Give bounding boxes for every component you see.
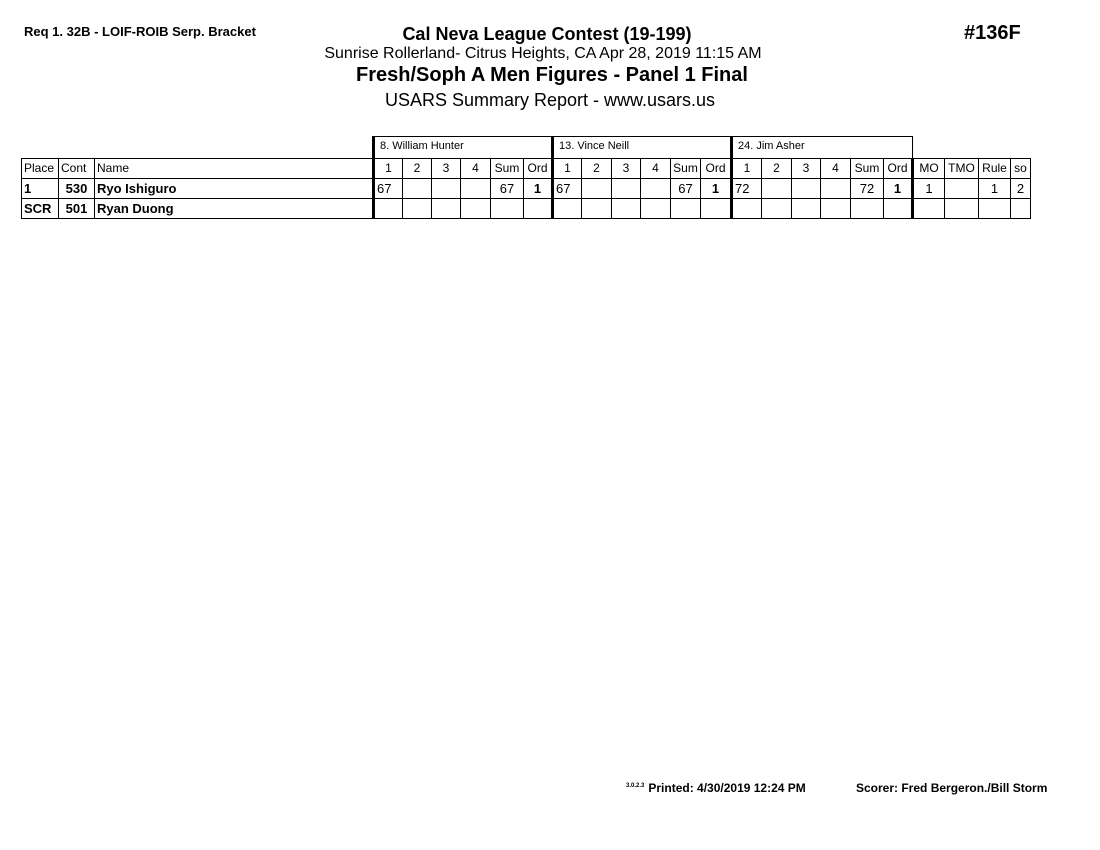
- col-j1-2: 2: [403, 159, 432, 179]
- cont-cell: 530: [59, 179, 95, 199]
- score-cell: 67: [553, 179, 582, 199]
- score-cell: [461, 179, 491, 199]
- score-cell: 72: [732, 179, 762, 199]
- score-cell: [403, 179, 432, 199]
- contest-title: Cal Neva League Contest (19-199): [402, 24, 692, 44]
- sum-cell: 67: [671, 179, 701, 199]
- col-j1-4: 4: [461, 159, 491, 179]
- score-cell: [641, 179, 671, 199]
- score-cell: [582, 179, 612, 199]
- results-table: [21, 136, 1031, 219]
- score-cell: [821, 199, 851, 219]
- ord-cell: 1: [524, 179, 553, 199]
- judge-header-row: [22, 137, 1031, 159]
- col-j1-3: 3: [432, 159, 461, 179]
- col-place: Place: [22, 159, 59, 179]
- ord-cell: 1: [884, 179, 913, 199]
- col-j3-3: 3: [792, 159, 821, 179]
- col-tmo: TMO: [945, 159, 979, 179]
- score-cell: [792, 199, 821, 219]
- judge-3-name: 24. Jim Asher: [732, 137, 913, 159]
- sum-cell: [851, 199, 884, 219]
- column-header-row: [22, 159, 1031, 179]
- score-cell: [821, 179, 851, 199]
- col-so: so: [1011, 159, 1031, 179]
- tmo-cell: [945, 199, 979, 219]
- version-label: 3.0.2.3: [626, 783, 645, 789]
- mo-cell: [913, 199, 945, 219]
- place-cell: 1: [22, 179, 59, 199]
- col-mo: MO: [913, 159, 945, 179]
- sum-cell: 67: [491, 179, 524, 199]
- mo-cell: 1: [913, 179, 945, 199]
- col-j2-2: 2: [582, 159, 612, 179]
- score-cell: [732, 199, 762, 219]
- ord-cell: 1: [701, 179, 732, 199]
- col-j1-1: 1: [374, 159, 403, 179]
- score-cell: [792, 179, 821, 199]
- judge-1-name: 8. William Hunter: [374, 137, 553, 159]
- name-cell: Ryo Ishiguro: [95, 179, 374, 199]
- cont-cell: 501: [59, 199, 95, 219]
- score-cell: [612, 179, 641, 199]
- printed-label: Printed: 4/30/2019 12:24 PM: [648, 781, 806, 795]
- score-cell: [612, 199, 641, 219]
- sum-cell: 72: [851, 179, 884, 199]
- col-j1-sum: Sum: [491, 159, 524, 179]
- score-cell: [432, 179, 461, 199]
- table-row: [22, 199, 1031, 219]
- report-title: USARS Summary Report - www.usars.us: [384, 90, 716, 110]
- col-j3-sum: Sum: [851, 159, 884, 179]
- col-j2-ord: Ord: [701, 159, 732, 179]
- score-cell: [762, 179, 792, 199]
- score-cell: [762, 199, 792, 219]
- so-cell: 2: [1011, 179, 1031, 199]
- name-cell: Ryan Duong: [95, 199, 374, 219]
- score-cell: [461, 199, 491, 219]
- document-number: #136F: [964, 22, 1021, 44]
- sum-cell: [491, 199, 524, 219]
- scorer-label: Scorer: Fred Bergeron./Bill Storm: [856, 781, 1048, 795]
- score-cell: 67: [374, 179, 403, 199]
- col-j2-1: 1: [553, 159, 582, 179]
- col-name: Name: [95, 159, 374, 179]
- col-rule: Rule: [979, 159, 1011, 179]
- col-j2-4: 4: [641, 159, 671, 179]
- score-cell: [432, 199, 461, 219]
- ord-cell: [524, 199, 553, 219]
- tmo-cell: [945, 179, 979, 199]
- col-j3-2: 2: [762, 159, 792, 179]
- score-cell: [553, 199, 582, 219]
- sum-cell: [671, 199, 701, 219]
- place-cell: SCR: [22, 199, 59, 219]
- score-cell: [582, 199, 612, 219]
- col-j2-3: 3: [612, 159, 641, 179]
- col-j3-1: 1: [732, 159, 762, 179]
- event-title: Fresh/Soph A Men Figures - Panel 1 Final: [356, 64, 748, 86]
- ord-cell: [701, 199, 732, 219]
- so-cell: [1011, 199, 1031, 219]
- request-label: Req 1. 32B - LOIF-ROIB Serp. Bracket: [24, 24, 256, 39]
- col-j1-ord: Ord: [524, 159, 553, 179]
- col-j3-4: 4: [821, 159, 851, 179]
- judge-2-name: 13. Vince Neill: [553, 137, 732, 159]
- location-date: Sunrise Rollerland- Citrus Heights, CA Apr 28, 2019 11:15 AM: [324, 45, 762, 62]
- rule-cell: 1: [979, 179, 1011, 199]
- col-j3-ord: Ord: [884, 159, 913, 179]
- printed-footer: [626, 781, 806, 795]
- score-cell: [374, 199, 403, 219]
- col-cont: Cont: [59, 159, 95, 179]
- rule-cell: [979, 199, 1011, 219]
- col-j2-sum: Sum: [671, 159, 701, 179]
- table-row: [22, 179, 1031, 199]
- score-cell: [641, 199, 671, 219]
- score-cell: [403, 199, 432, 219]
- ord-cell: [884, 199, 913, 219]
